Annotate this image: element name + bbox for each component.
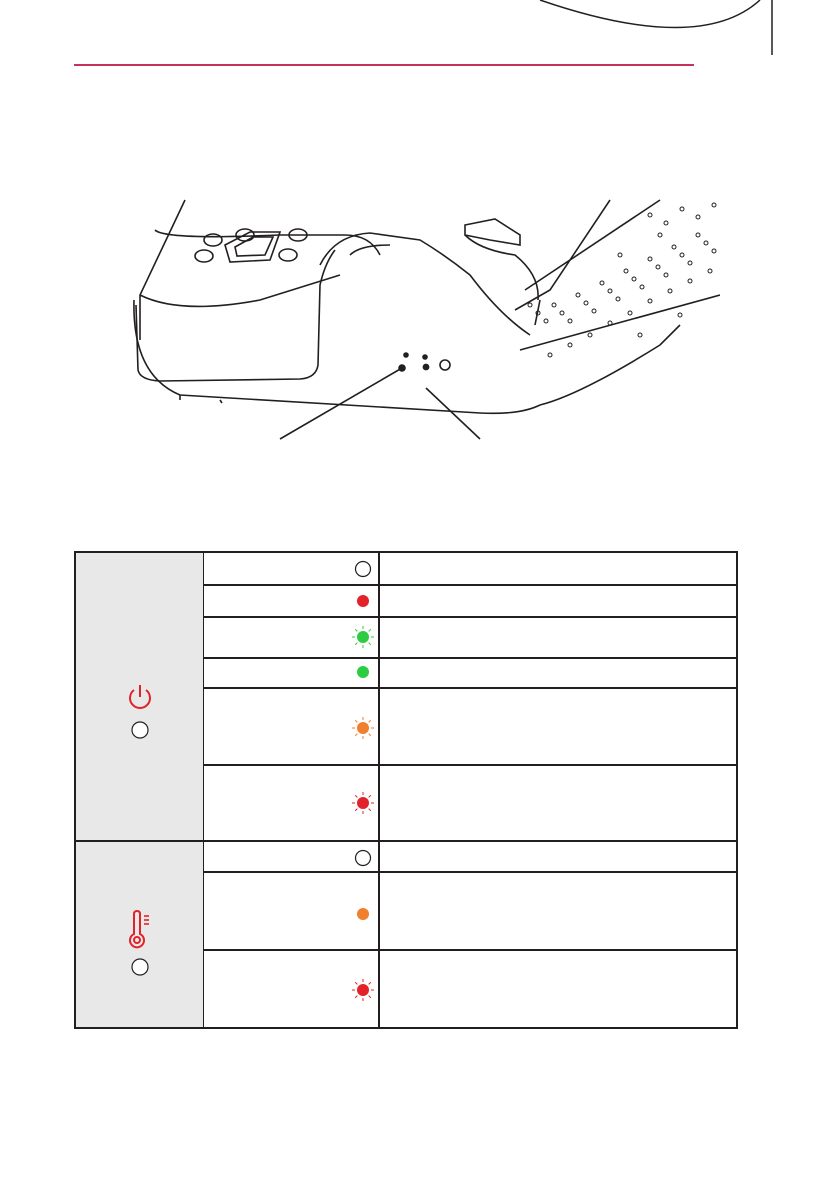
led-orange-blinking-icon: [352, 717, 374, 739]
led-red-blinking-icon: [352, 792, 374, 814]
led-indicator-icon: [130, 957, 150, 977]
row-divider: [204, 584, 736, 586]
led-green-icon: [352, 661, 374, 683]
led-green-blinking-icon: [352, 626, 374, 648]
row-divider: [204, 657, 736, 659]
thermometer-icon: [126, 910, 152, 950]
led-red-blinking-icon: [352, 979, 374, 1001]
row-divider: [204, 616, 736, 618]
led-orange-icon: [352, 903, 374, 925]
row-divider: [204, 687, 736, 689]
power-icon: [126, 683, 154, 713]
led-off-icon: [352, 847, 374, 869]
column-divider: [378, 553, 380, 1027]
row-divider: [204, 949, 736, 951]
led-status-table: [74, 551, 738, 1029]
led-indicator-icon: [130, 720, 150, 740]
led-off-icon: [352, 558, 374, 580]
page-corner-arc: [0, 0, 839, 60]
header-rule: [74, 64, 694, 66]
projector-illustration: [120, 195, 720, 460]
row-divider: [204, 871, 736, 873]
group-separator: [76, 840, 736, 842]
temperature-led-group: [76, 842, 204, 1027]
led-red-icon: [352, 590, 374, 612]
power-led-group: [76, 553, 204, 840]
row-divider: [204, 764, 736, 766]
